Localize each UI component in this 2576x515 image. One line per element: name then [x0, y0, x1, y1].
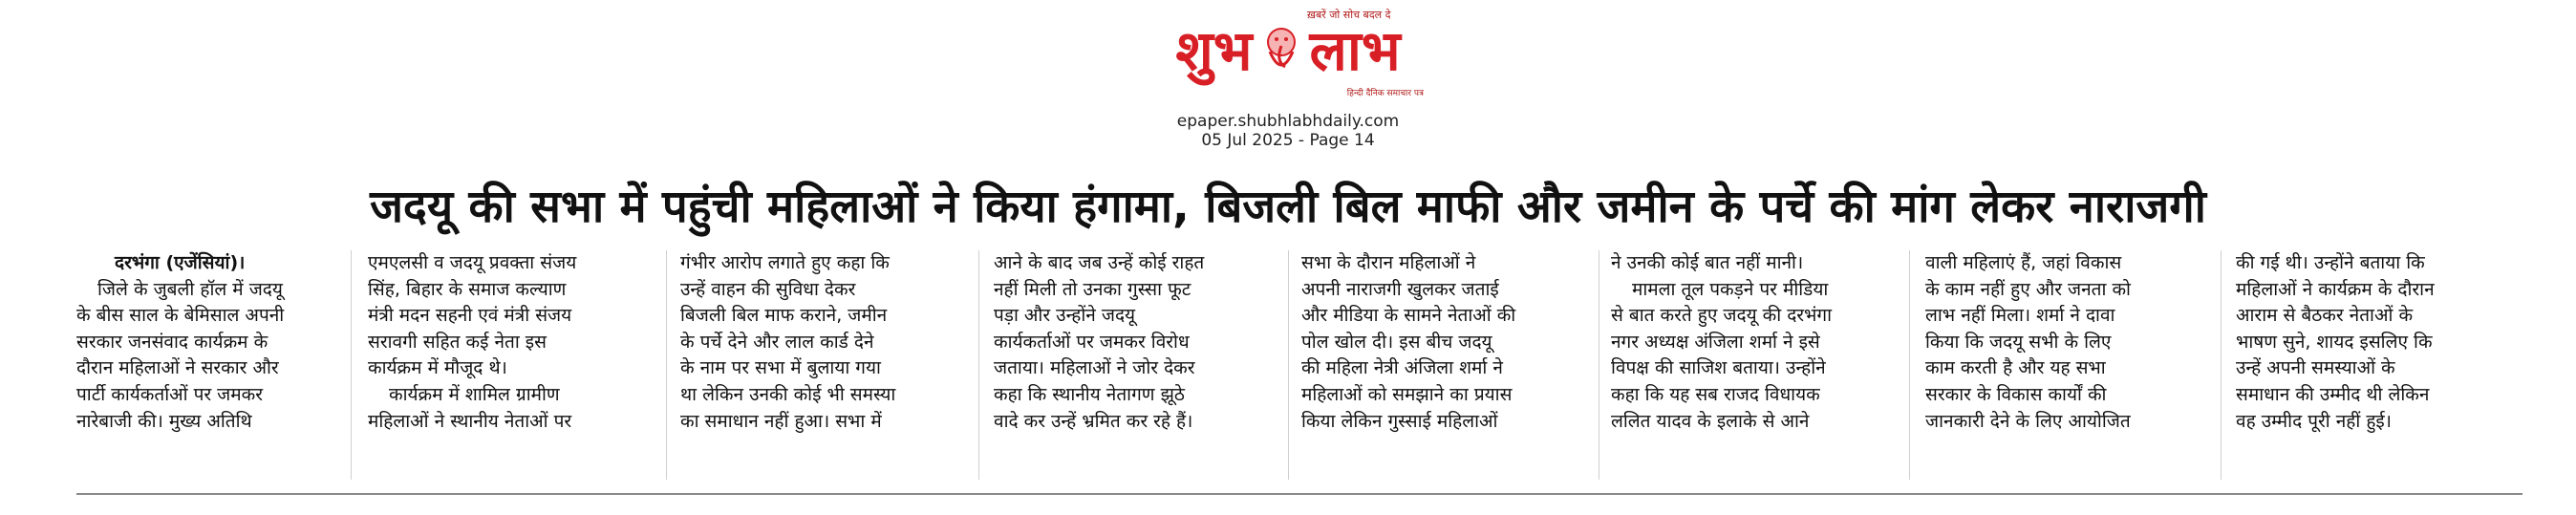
text-line: पड़ा और उन्होंने जदयू — [994, 305, 1136, 327]
text-line: किया कि जदयू सभी के लिए — [1925, 331, 2112, 353]
text-line: आराम से बैठकर नेताओं के — [2236, 305, 2414, 327]
text-line: वह उम्मीद पूरी नहीं हुई। — [2236, 410, 2392, 432]
text-line: विपक्ष की साजिश बताया। उन्होंने — [1611, 357, 1826, 379]
text-line: मंत्री मदन सहनी एवं मंत्री संजय — [368, 305, 572, 327]
article-column-3 — [680, 250, 938, 480]
text-line: किया लेकिन गुस्साई महिलाओं — [1301, 410, 1498, 432]
masthead — [1145, 8, 1431, 103]
text-line: वादे कर उन्हें भ्रमित कर रहे हैं। — [994, 410, 1193, 432]
masthead-tagline: ख़बरें जो सोच बदल दे — [1307, 9, 1391, 21]
text-line: एमएलसी व जदयू प्रवक्ता संजय — [368, 252, 577, 273]
text-line: सरकार जनसंवाद कार्यक्रम के — [76, 331, 268, 353]
text-line: कहा कि स्थानीय नेतागण झूठे — [994, 383, 1185, 405]
text-line: नगर अध्यक्ष अंजिला शर्मा ने इसे — [1611, 331, 1820, 353]
text-line: ने उनकी कोई बात नहीं मानी। — [1611, 252, 1804, 273]
text-line: की गई थी। उन्होंने बताया कि — [2236, 252, 2425, 273]
newspaper-logo — [1150, 17, 1426, 84]
text-line: लाभ नहीं मिला। शर्मा ने दावा — [1925, 305, 2115, 327]
article-column-7 — [1925, 250, 2183, 480]
column-divider — [1909, 250, 1910, 480]
column-divider — [666, 250, 667, 480]
source-date-page: 05 Jul 2025 - Page 14 — [1201, 131, 1375, 150]
article-headline: जदयू की सभा में पहुंची महिलाओं ने किया हंगामा, बिजली बिल माफी और जमीन के पर्चे की मांग लेकर नाराजगी — [370, 181, 2206, 233]
text-line: कार्यकर्ताओं पर जमकर विरोध — [994, 331, 1190, 353]
column-divider — [2221, 250, 2222, 480]
bottom-rule — [76, 493, 2522, 495]
text-line: कार्यक्रम में शामिल ग्रामीण — [389, 383, 560, 405]
text-line: सरावगी सहित कई नेता इस — [368, 331, 547, 353]
article-column-5 — [1301, 250, 1559, 480]
article-column-6 — [1611, 250, 1869, 480]
text-line: था लेकिन उनकी कोई भी समस्या — [680, 383, 896, 405]
text-line: नारेबाजी की। मुख्य अतिथि — [76, 410, 252, 432]
logo-word-right: लाभ — [1309, 18, 1401, 83]
text-line: दौरान महिलाओं ने सरकार और — [76, 357, 279, 379]
text-line: समाधान की उम्मीद थी लेकिन — [2236, 383, 2430, 405]
text-line: के पर्चे देने और लाल कार्ड देने — [680, 331, 874, 353]
text-line: के काम नहीं हुए और जनता को — [1925, 278, 2131, 300]
text-line: के नाम पर सभा में बुलाया गया — [680, 357, 881, 379]
text-line: नहीं मिली तो उनका गुस्सा फूट — [994, 278, 1191, 300]
logo-word-left: शुभ — [1175, 18, 1253, 83]
column-divider — [978, 250, 979, 480]
article-column-1 — [76, 250, 334, 480]
text-line: मामला तूल पकड़ने पर मीडिया — [1632, 278, 1829, 300]
text-line: महिलाओं ने स्थानीय नेताओं पर — [368, 410, 572, 432]
text-line: और मीडिया के सामने नेताओं की — [1301, 305, 1516, 327]
article-column-2 — [368, 250, 626, 480]
text-line: का समाधान नहीं हुआ। सभा में — [680, 410, 882, 432]
masthead-subtitle: हिन्दी दैनिक समाचार पत्र — [1346, 89, 1424, 98]
text-line: बिजली बिल माफ कराने, जमीन — [680, 305, 888, 327]
column-divider — [1288, 250, 1289, 480]
article-dateline: दरभंगा (एजेंसियां)। — [115, 252, 246, 273]
column-divider — [351, 250, 352, 480]
text-line: से बात करते हुए जदयू की दरभंगा — [1611, 305, 1833, 327]
source-url: epaper.shubhlabhdaily.com — [1176, 112, 1400, 131]
text-line: पोल खोल दी। इस बीच जदयू — [1301, 331, 1492, 353]
text-line: आने के बाद जब उन्हें कोई राहत — [994, 252, 1205, 273]
text-line: की महिला नेत्री अंजिला शर्मा ने — [1301, 357, 1503, 379]
ganesha-emblem-icon — [1256, 23, 1306, 78]
article-body — [76, 250, 2522, 480]
text-line: कहा कि यह सब राजद विधायक — [1611, 383, 1820, 405]
article-column-4 — [994, 250, 1252, 480]
text-line: भाषण सुने, शायद इसलिए कि — [2236, 331, 2433, 353]
text-line: सरकार के विकास कार्यों की — [1925, 383, 2107, 405]
text-line: सभा के दौरान महिलाओं ने — [1301, 252, 1476, 273]
text-line: उन्हें अपनी समस्याओं के — [2236, 357, 2395, 379]
text-line: जानकारी देने के लिए आयोजित — [1925, 410, 2131, 432]
text-line: कार्यक्रम में मौजूद थे। — [368, 357, 507, 379]
text-line: अपनी नाराजगी खुलकर जताई — [1301, 278, 1499, 300]
article-column-8 — [2236, 250, 2494, 480]
text-line: के बीस साल के बेमिसाल अपनी — [76, 305, 285, 327]
text-line: जताया। महिलाओं ने जोर देकर — [994, 357, 1195, 379]
text-line: सिंह, बिहार के समाज कल्याण — [368, 278, 567, 300]
text-line: महिलाओं ने कार्यक्रम के दौरान — [2236, 278, 2435, 300]
text-line: काम करती है और यह सभा — [1925, 357, 2106, 379]
text-line: पार्टी कार्यकर्ताओं पर जमकर — [76, 383, 264, 405]
text-line: गंभीर आरोप लगाते हुए कहा कि — [680, 252, 890, 273]
text-line: ललित यादव के इलाके से आने — [1611, 410, 1810, 432]
text-line: उन्हें वाहन की सुविधा देकर — [680, 278, 856, 300]
text-line: जिले के जुबली हॉल में जदयू — [97, 278, 283, 300]
text-line: महिलाओं को समझाने का प्रयास — [1301, 383, 1513, 405]
text-line: वाली महिलाएं हैं, जहां विकास — [1925, 252, 2122, 273]
